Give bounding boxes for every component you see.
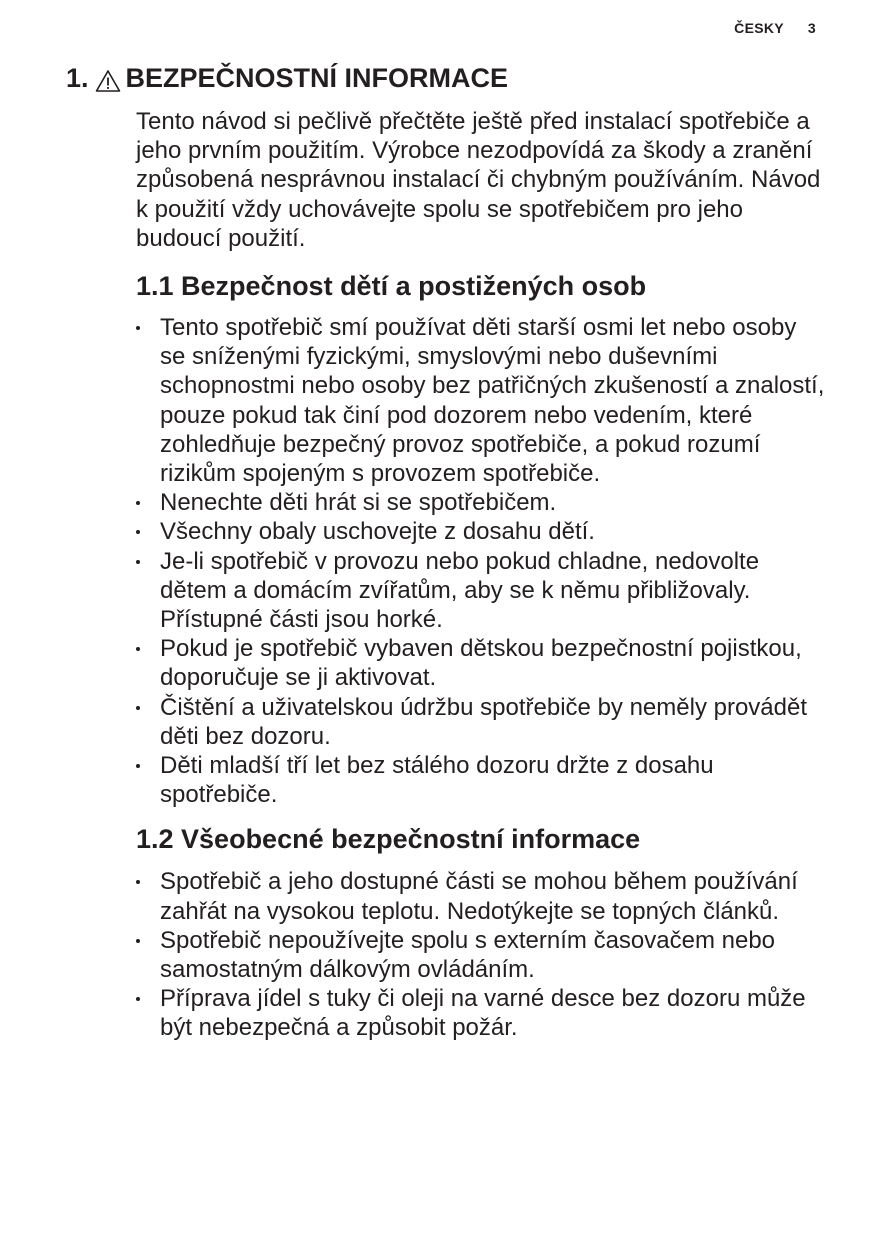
list-item	[136, 867, 826, 925]
list-item-text: Pokud je spotřebič vybaven dětskou bezpečnostní pojistkou, doporučuje se ji aktivovat.	[160, 635, 802, 692]
bullet-icon	[136, 560, 140, 564]
bullet-icon	[136, 501, 140, 505]
list-item	[136, 693, 826, 751]
children-safety-list	[136, 313, 826, 809]
list-item	[136, 926, 826, 984]
list-item	[136, 517, 826, 546]
list-item	[136, 547, 826, 635]
page-content	[136, 107, 826, 1043]
list-item-text: Nenechte děti hrát si se spotřebičem.	[160, 489, 557, 517]
list-item	[136, 751, 826, 809]
bullet-icon	[136, 326, 140, 330]
list-item-text: Čištění a uživatelskou údržbu spotřebiče by neměly provádět děti bez dozoru.	[160, 693, 808, 750]
list-item	[136, 634, 826, 692]
list-item	[136, 488, 826, 517]
list-item	[136, 984, 826, 1042]
section-title-children-safety: 1.1 Bezpečnost dětí a postižených osob	[136, 271, 647, 302]
list-item-text: Spotřebič nepoužívejte spolu s externím časovačem nebo samostatným dálkovým ovládáním.	[160, 926, 776, 984]
warning-triangle-icon	[95, 66, 121, 90]
list-item-text: Je-li spotřebič v provozu nebo pokud chladne, nedovolte dětem a domácím zvířatům, aby se k němu přibližovaly. Přístupné části jsou horké.	[160, 547, 760, 634]
intro-paragraph: Tento návod si pečlivě přečtěte ještě před instalací spotřebiče a jeho prvním použitím. Výrobce nezodpovídá za škody a zranění způsobená nesprávnou instalací či chybným používáním. Návod k použití vždy uchovávejte spolu se spotřebičem pro jeho budoucí použití.	[136, 108, 821, 252]
bullet-icon	[136, 530, 140, 534]
bullet-icon	[136, 997, 140, 1001]
chapter-title	[66, 60, 508, 96]
list-item	[136, 313, 826, 488]
list-item-text: Příprava jídel s tuky či oleji na varné desce bez dozoru může být nebezpečná a způsobit požár.	[160, 985, 806, 1042]
chapter-title-text: BEZPEČNOSTNÍ INFORMACE	[125, 63, 509, 93]
bullet-icon	[136, 939, 140, 943]
bullet-icon	[136, 706, 140, 710]
chapter-number: 1.	[66, 63, 89, 93]
list-item-text: Spotřebič a jeho dostupné části se mohou během používání zahřát na vysokou teplotu. Nedotýkejte se topných článků.	[160, 868, 798, 925]
general-safety-list	[136, 867, 826, 1042]
bullet-icon	[136, 880, 140, 884]
list-item-text: Děti mladší tří let bez stálého dozoru držte z dosahu spotřebiče.	[160, 752, 714, 809]
bullet-icon	[136, 764, 140, 768]
language-label: ČESKY	[734, 20, 784, 36]
list-item-text: Všechny obaly uschovejte z dosahu dětí.	[160, 518, 595, 546]
page-header	[734, 20, 816, 36]
list-item-text: Tento spotřebič smí používat děti starší osmi let nebo osoby se sníženými fyzickými, smyslovými nebo duševními schopnostmi nebo osoby bez patřičných zkušeností a znalostí, pouze pokud tak činí pod dozorem nebo vedením, které zohledňuje bezpečný provoz spotřebiče, a pokud rozumí rizikům spojeným s provozem spotřebiče.	[160, 314, 825, 488]
bullet-icon	[136, 647, 140, 651]
section-title-general-safety: 1.2 Všeobecné bezpečnostní informace	[136, 824, 641, 855]
page-number: 3	[807, 20, 816, 36]
